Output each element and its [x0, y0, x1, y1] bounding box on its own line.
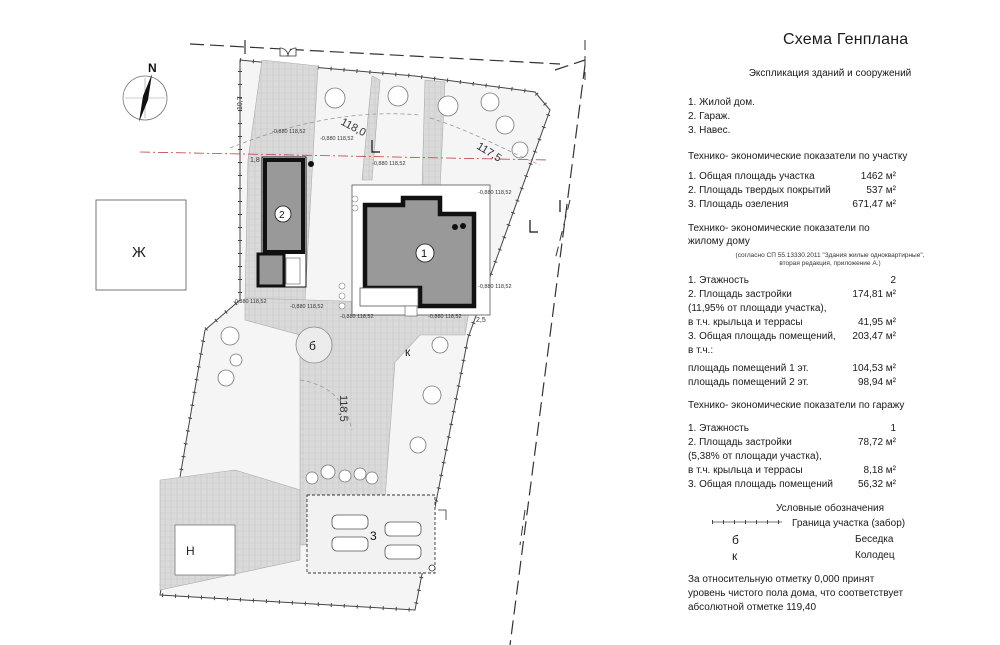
north-compass	[123, 74, 167, 122]
legend-symbol-well: к	[732, 549, 738, 563]
site-row-value: 537 м²	[866, 185, 896, 196]
house-row-label: площадь помещений 1 эт.	[688, 363, 809, 374]
legend-label-fence: Граница участка (забор)	[792, 518, 906, 529]
elevation-mark: -0,880 118,52	[233, 299, 267, 305]
house-row-value: 41,95 м²	[857, 317, 896, 328]
house-row-value: 203,47 м²	[852, 331, 896, 342]
elevation-mark: -0,880 118,52	[478, 190, 512, 196]
house-row-label: 3. Общая площадь помещений,	[688, 331, 836, 342]
contour-label-117-5: 117,5	[474, 140, 504, 165]
contour-label-118-0: 118,0	[338, 116, 368, 140]
garage-row-value: 56,32 м²	[857, 479, 896, 490]
elevation-mark: -0,880 118,52	[372, 161, 406, 167]
garage-row-label: 3. Общая площадь помещений	[688, 479, 833, 490]
house-row-label: в т.ч. крыльца и террасы	[688, 317, 803, 328]
garage-row-label: 2. Площадь застройки	[688, 437, 792, 448]
north-label: N	[148, 61, 157, 75]
house-indicators-header: Технико- экономические показатели по	[688, 223, 870, 234]
garage-row-value: 1	[890, 423, 896, 434]
house-number: 1	[421, 248, 428, 260]
house-row-label: 1. Этажность	[688, 275, 749, 286]
house-row-label: 2. Площадь застройки	[688, 289, 792, 300]
house-indicators-note: (согласно СП 55.13330.2011 "Здания жилые одноквартирные",	[735, 252, 925, 259]
house-row-label: площадь помещений 2 эт.	[688, 377, 809, 388]
neighbor-lot-n-label: Н	[186, 544, 195, 558]
garage-number: 2	[279, 210, 285, 221]
explication-panel	[680, 0, 1000, 645]
elevation-mark: -0,880 118,52	[340, 314, 374, 320]
fence-line-symbol	[712, 516, 782, 528]
house-row-label: в т.ч.:	[688, 345, 714, 356]
legend-label-gazebo: Беседка	[855, 534, 894, 545]
neighbor-lot-zh-label: Ж	[132, 244, 146, 261]
elevation-mark: -0,880 118,52	[290, 304, 324, 310]
gazebo-label: б	[309, 339, 316, 353]
garage-indicators-header: Технико- экономические показатели по гаражу	[688, 400, 905, 411]
elevation-mark: -0,880 118,52	[478, 284, 512, 290]
footnote-line: уровень чистого пола дома, что соответствует	[688, 588, 904, 599]
elevation-mark: -0,880 118,52	[320, 136, 354, 142]
house-row-value: 174,81 м²	[852, 289, 896, 300]
neighbor-lot-n	[175, 525, 235, 575]
footnote-line: абсолютной отметке 119,40	[688, 602, 817, 613]
site-row-label: 2. Площадь твердых покрытий	[688, 185, 831, 196]
page-title: Схема Генплана	[783, 31, 909, 48]
well-label: к	[405, 345, 411, 359]
explication-item: 2. Гараж.	[688, 111, 731, 122]
legend-label-well: Колодец	[855, 550, 895, 561]
legend-header: Условные обозначения	[775, 503, 885, 514]
house-row-value: 2	[890, 275, 896, 286]
site-row-label: 1. Общая площадь участка	[688, 171, 815, 182]
canopy-number: 3	[370, 529, 377, 543]
dim-10-7: 10,7	[237, 96, 244, 110]
dim-1-8: 1,8	[250, 157, 260, 164]
site-row-label: 3. Площадь озеления	[688, 199, 789, 210]
garage-row-label: 1. Этажность	[688, 423, 749, 434]
site-indicators-header: Технико- экономические показатели по участку	[688, 151, 908, 162]
garage-row-label: (5,38% от площади участка),	[688, 451, 822, 462]
elevation-mark: -0,880 118,52	[272, 129, 306, 135]
contour-label-118-5: 118,5	[337, 395, 349, 422]
explication-header: Экспликация зданий и сооружений	[748, 68, 912, 79]
house-row-value: 98,94 м²	[857, 377, 896, 388]
explication-item: 3. Навес.	[688, 125, 731, 136]
elevation-mark: -0,880 118,52	[428, 314, 462, 320]
footnote-line: За относительную отметку 0,000 принят	[688, 574, 875, 585]
explication-item: 1. Жилой дом.	[688, 97, 755, 108]
site-row-value: 1462 м²	[860, 171, 896, 182]
garage-row-value: 8,18 м²	[863, 465, 896, 476]
house-indicators-note-line2: вторая редакция, приложение А.)	[779, 260, 881, 267]
house-indicators-header-line2: жилому дому	[688, 236, 750, 247]
dim-2-5: 2,5	[476, 317, 486, 324]
house-row-label: (11,95% от площади участка),	[688, 303, 827, 314]
garage-row-label: в т.ч. крыльца и террасы	[688, 465, 803, 476]
house-row-value: 104,53 м²	[852, 363, 896, 374]
legend-symbol-gazebo: б	[732, 533, 739, 547]
garage-row-value: 78,72 м²	[857, 437, 896, 448]
site-row-value: 671,47 м²	[852, 199, 896, 210]
